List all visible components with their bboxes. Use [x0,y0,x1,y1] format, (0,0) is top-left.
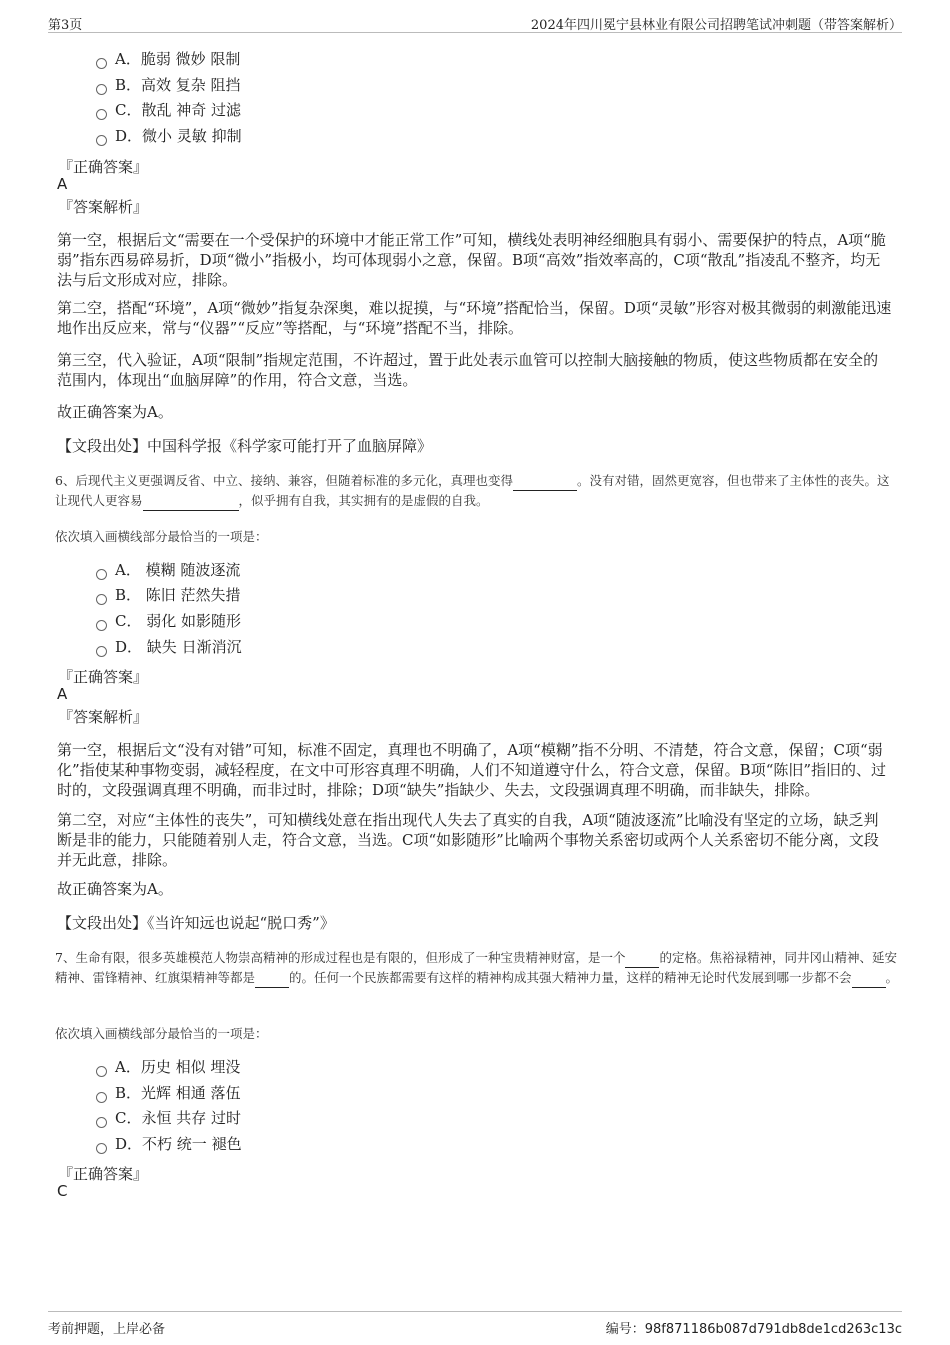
page-number: 第3页 [48,18,83,33]
q5-option-b[interactable] [96,75,241,95]
radio-icon[interactable] [96,646,107,657]
q5-analysis-p3: 第三空，代入验证，A项“限制”指规定范围，不许超过，置于此处表示血管可以控制大脑接触的物质，使这些物质都在安全的范围内，体现出“血脑屏障”的作用，符合文意，当选。 [57,351,879,389]
blank-line [852,968,886,988]
q6-answer: A [57,685,68,703]
q6-analysis-p1: 第一空，根据后文“没有对错”可知，标准不固定，真理也不明确了，A项“模糊”指不分明、不清楚，符合文意，保留；C项“弱化”指使某种事物变弱，减轻程度，在文中可形容真理不明确，人们不知道遵守什么，符合文意，保留。B项“陈旧”指旧的、过时的，文段强调真理不明确，而非过时，排除；D项“缺失”指缺少、失去，文段强调真理不明确，而非缺失，排除。 [57,741,887,799]
q5-source: 【文段出处】中国科学报《科学家可能打开了血脑屏障》 [57,437,433,455]
option-label: B． 陈旧 茫然失措 [115,586,241,604]
radio-icon[interactable] [96,569,107,580]
option-label: A． 模糊 随波逐流 [115,561,241,579]
blank-line [513,471,577,491]
blank-line [255,968,289,988]
q6-stem [55,471,900,511]
q7-stem-part: 的定格。焦裕禄精神，同井冈山精神、延安精神、雷锋精神、红旗渠精神等都是 [55,950,897,985]
q5-conclusion: 故正确答案为A。 [57,403,173,421]
q6-option-c[interactable] [96,611,241,631]
option-label: D．不朽 统一 褪色 [115,1135,242,1153]
q6-stem-part: 6、后现代主义更强调反省、中立、接纳、兼容，但随着标准的多元化，真理也变得 [55,473,513,488]
document-code [606,1318,902,1337]
page-footer [48,1311,902,1342]
document-title: 2024年四川冕宁县林业有限公司招聘笔试冲刺题（带答案解析） [530,18,902,33]
radio-icon[interactable] [96,594,107,605]
option-label: A．脆弱 微妙 限制 [115,50,241,68]
footer-slogan: 考前押题，上岸必备 [48,1322,166,1337]
radio-icon[interactable] [96,1143,107,1154]
radio-icon[interactable] [96,84,107,95]
q7-stem-part: 的。任何一个民族都需要有这样的精神构成其强大精神力量，这样的精神无论时代发展到哪一步都不会 [289,970,852,985]
option-label: B．高效 复杂 阻挡 [115,76,241,94]
blank-line [143,491,239,511]
q5-analysis-label: 『答案解析』 [58,198,149,216]
q7-stem-part: 7、生命有限，很多英雄模范人物崇高精神的形成过程也是有限的，但形成了一种宝贵精神财富，是一个 [55,950,626,965]
code-value: 98f871186b087d791db8de1cd263c13c [644,1322,902,1337]
q6-option-b[interactable] [96,585,241,605]
radio-icon[interactable] [96,58,107,69]
q6-instruction: 依次填入画横线部分最恰当的一项是： [55,529,268,544]
q5-answer: A [57,175,68,193]
radio-icon[interactable] [96,135,107,146]
q5-option-a[interactable] [96,49,240,69]
q5-analysis-p2: 第二空，搭配“环境”，A项“微妙”指复杂深奥，难以捉摸，与“环境”搭配恰当，保留。D项“灵敏”形容对极其微弱的刺激能迅速地作出反应来，常与“仪器”“反应”等搭配，与“环境”搭配不当，排除。 [57,299,892,337]
q5-option-c[interactable] [96,100,241,120]
q6-analysis-p2: 第二空，对应“主体性的丧失”，可知横线处意在指出现代人失去了真实的自我，A项“随波逐流”比喻没有坚定的立场，缺乏判断是非的能力，只能随着别人走，符合文意，当选。C项“如影随形”比喻两个事物关系密切或两个人关系密切不能分离，文段并无此意，排除。 [57,811,879,869]
q6-option-d[interactable] [96,637,242,657]
q7-stem [55,948,900,988]
radio-icon[interactable] [96,109,107,120]
radio-icon[interactable] [96,1092,107,1103]
q7-option-b[interactable] [96,1083,241,1103]
q7-instruction: 依次填入画横线部分最恰当的一项是： [55,1026,268,1041]
option-label: C．永恒 共存 过时 [115,1109,242,1127]
q6-source: 【文段出处】《当许知远也说起“脱口秀”》 [57,914,335,932]
q6-stem-part: ，似乎拥有自我，其实拥有的是虚假的自我。 [238,493,489,508]
radio-icon[interactable] [96,620,107,631]
option-label: D． 缺失 日渐消沉 [115,638,242,656]
q7-option-d[interactable] [96,1134,242,1154]
page-header [48,12,902,33]
radio-icon[interactable] [96,1066,107,1077]
q5-answer-label: 『正确答案』 [58,158,149,176]
blank-line [625,948,659,968]
q7-answer: C [57,1182,68,1200]
q6-conclusion: 故正确答案为A。 [57,880,173,898]
q7-option-c[interactable] [96,1108,241,1128]
option-label: D．微小 灵敏 抑制 [115,127,242,145]
code-label: 编号： [605,1322,645,1337]
q6-answer-label: 『正确答案』 [58,668,149,686]
option-label: C． 弱化 如影随形 [115,612,242,630]
option-label: A．历史 相似 埋没 [115,1058,241,1076]
option-label: C．散乱 神奇 过滤 [115,101,242,119]
q6-option-a[interactable] [96,560,240,580]
radio-icon[interactable] [96,1117,107,1128]
q6-analysis-label: 『答案解析』 [58,708,149,726]
q5-option-d[interactable] [96,126,242,146]
option-label: B．光辉 相通 落伍 [115,1084,241,1102]
q7-stem-part: 。 [885,970,899,985]
q6-stem-part: 。没有对错，固然更宽容，但也带来了主体性的丧失。这让现代人更容易 [55,473,890,508]
q7-option-a[interactable] [96,1057,240,1077]
q5-analysis-p1: 第一空，根据后文“需要在一个受保护的环境中才能正常工作”可知，横线处表明神经细胞具有弱小、需要保护的特点，A项“脆弱”指东西易碎易折，D项“微小”指极小，均可体现弱小之意，保留。B项“高效”指效率高的，C项“散乱”指凌乱不整齐，均无法与后文形成对应，排除。 [57,231,886,289]
q7-answer-label: 『正确答案』 [58,1165,149,1183]
